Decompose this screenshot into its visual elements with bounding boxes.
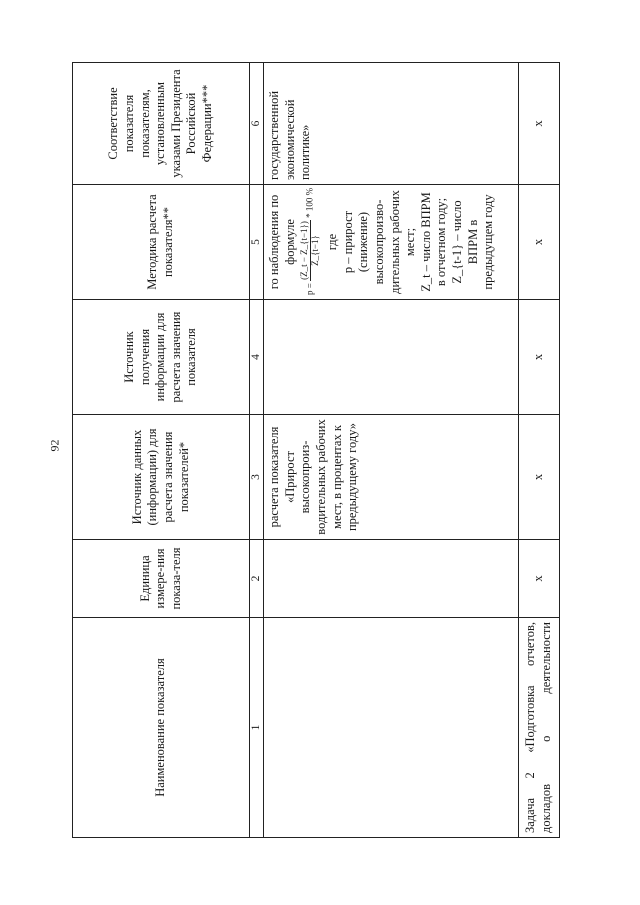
cell-empty: [264, 618, 519, 838]
header-row: [73, 63, 250, 838]
formula: [300, 189, 321, 295]
indicator-table: [72, 62, 560, 838]
cell-presidential-decrees: x: [519, 63, 560, 185]
header-presidential-decrees: Соответствие показателя показателям, установленным указами Президента Российской Федерации***: [73, 63, 250, 185]
column-number: 4: [250, 300, 264, 415]
method-line: Z_{t-1} – число ВПРМ в предыдущем году: [450, 194, 496, 290]
column-number: 1: [250, 618, 264, 838]
page-number: 92: [47, 439, 62, 452]
header-info-source: Источник получения информации для расчета значения показателя: [73, 300, 250, 415]
formula-tail: * 100 %: [304, 187, 315, 218]
header-method: Методика расчета показателя**: [73, 185, 250, 300]
cell-method: [264, 185, 519, 300]
cell-method: x: [519, 185, 560, 300]
cell-data-source: x: [519, 415, 560, 540]
column-number: 5: [250, 185, 264, 300]
formula-denominator: Z_{t−1}: [310, 235, 321, 266]
column-number: 6: [250, 63, 264, 185]
method-intro: го наблюдения по формуле: [267, 194, 297, 290]
cell-info-source: x: [519, 300, 560, 415]
formula-lhs: p =: [304, 283, 315, 295]
method-line: Z_t – число ВПРМ в отчетном году;: [418, 192, 449, 292]
cell-task-name: Задача 2 «Подготовка отчетов, докладов о деятельности: [519, 618, 560, 838]
cell-empty: [264, 300, 519, 415]
column-number: 2: [250, 540, 264, 618]
cell-unit: x: [519, 540, 560, 618]
rotated-table-container: [72, 63, 578, 838]
table-row: [519, 63, 560, 838]
cell-presidential-decrees: государственной экономической политике»: [264, 63, 519, 185]
header-indicator-name: Наименование показателя: [73, 618, 250, 838]
method-line: р – прирост (снижение) высокопроизво-дительных рабочих мест;: [340, 190, 418, 294]
formula-fraction: [300, 220, 321, 281]
header-unit: Единица измере-ния показа-теля: [73, 540, 250, 618]
cell-empty: [264, 540, 519, 618]
header-data-source: Источник данных (информации) для расчета значения показателей*: [73, 415, 250, 540]
table-row: [264, 63, 519, 838]
column-number: 3: [250, 415, 264, 540]
formula-numerator: (Z_t − Z_{t−1}): [299, 221, 310, 280]
method-line: где: [325, 233, 340, 251]
cell-data-source: расчета показателя «Прирост высокопроиз-водительных рабочих мест, в процентах к предыдущему году»: [264, 415, 519, 540]
column-number-row: [250, 63, 264, 838]
